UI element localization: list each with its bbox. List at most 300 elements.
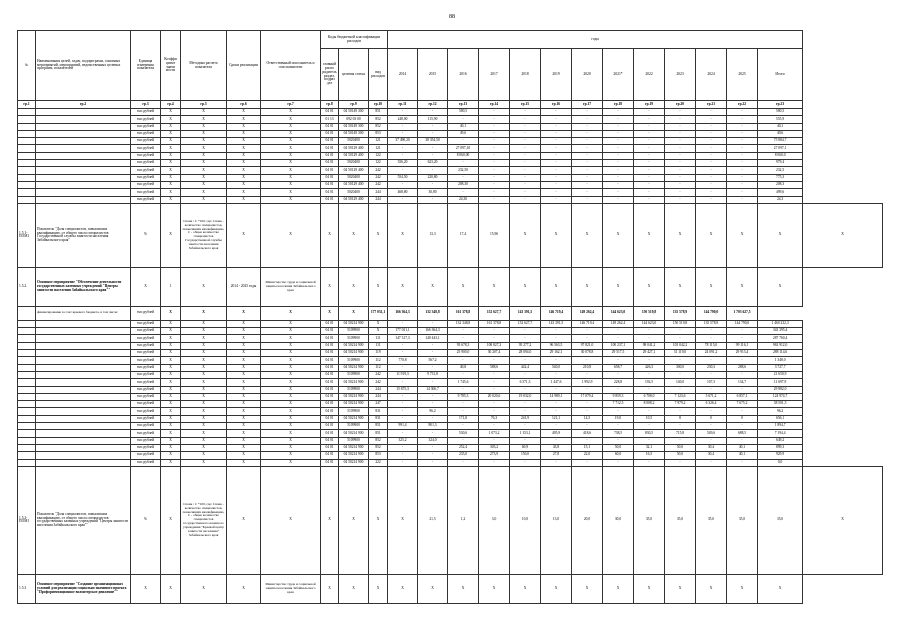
table-cell: X xyxy=(161,196,181,203)
table-cell: 5 671,2 xyxy=(696,393,727,400)
table-cell: X xyxy=(261,408,321,415)
table-cell: - xyxy=(388,167,418,174)
table-cell: 29 913,4 xyxy=(727,350,758,357)
table-cell: 60,9 xyxy=(510,444,541,451)
table-cell: X xyxy=(339,574,369,603)
row-no-cell xyxy=(18,174,36,181)
table-cell: тыс.рублей xyxy=(131,393,161,400)
table-cell: - xyxy=(510,174,541,181)
table-cell: 5109900 xyxy=(339,423,369,430)
column-number: гр.17 xyxy=(572,101,603,109)
table-cell: 247 xyxy=(369,401,388,408)
column-number: гр.23 xyxy=(758,101,803,109)
table-cell: - xyxy=(696,160,727,167)
header-bk-type: вид расходов xyxy=(369,49,388,101)
table-cell: 588,6 xyxy=(479,364,510,371)
header-year: 2017 xyxy=(479,49,510,101)
column-number: гр.15 xyxy=(510,101,541,109)
table-cell: - xyxy=(665,123,696,130)
table-cell: - xyxy=(572,189,603,196)
table-cell: - xyxy=(696,145,727,152)
table-cell: 152 627,7 xyxy=(479,306,510,320)
table-cell: тыс.рублей xyxy=(131,174,161,181)
table-cell: X xyxy=(261,181,321,188)
unit-cell: % xyxy=(131,466,161,574)
table-cell: X xyxy=(758,574,803,603)
table-cell: - xyxy=(388,130,418,137)
table-cell: - xyxy=(727,174,758,181)
row-name: финансирование за счет краевого бюджета, в том числе: xyxy=(36,306,131,320)
table-cell: 1,2 xyxy=(448,466,479,574)
table-cell: X xyxy=(227,423,261,430)
table-cell: 30 078,8 xyxy=(572,350,603,357)
column-number: гр.14 xyxy=(479,101,510,109)
table-cell: - xyxy=(388,320,418,327)
table-cell: - xyxy=(727,328,758,335)
table-cell: - xyxy=(448,423,479,430)
table-cell: - xyxy=(696,167,727,174)
table-cell: 150 519,8 xyxy=(634,306,665,320)
table-cell: 1 073,2 xyxy=(479,430,510,437)
table-cell: X xyxy=(369,267,388,306)
table-cell: 100 237,1 xyxy=(603,342,634,349)
table-cell: - xyxy=(572,357,603,364)
table-cell: тыс.рублей xyxy=(131,138,161,145)
table-cell: X xyxy=(227,181,261,188)
row-no-cell xyxy=(18,196,36,203)
table-cell: тыс.рублей xyxy=(131,437,161,444)
table-cell: 1 992,9 xyxy=(572,379,603,386)
table-cell: - xyxy=(418,393,448,400)
column-number: гр.13 xyxy=(448,101,479,109)
table-cell: 112 xyxy=(369,364,388,371)
table-cell: 14,5 xyxy=(572,415,603,422)
table-cell: 242 xyxy=(369,174,388,181)
table-cell: 146 719,4 xyxy=(572,320,603,327)
table-cell: - xyxy=(479,401,510,408)
table-cell: X xyxy=(227,138,261,145)
table-cell: 04 01 xyxy=(321,386,339,393)
table-cell: - xyxy=(634,167,665,174)
table-cell: X xyxy=(261,328,321,335)
table-cell: X xyxy=(161,138,181,145)
table-cell: 852 xyxy=(369,116,388,123)
table-cell: 30,4 xyxy=(696,444,727,451)
table-cell: 0,0 xyxy=(758,459,803,466)
table-cell: 38 501,5 xyxy=(758,401,803,408)
table-cell: X xyxy=(727,203,758,267)
table-cell: - xyxy=(479,357,510,364)
table-cell: X xyxy=(261,459,321,466)
table-cell: X xyxy=(369,574,388,603)
table-cell: 853 xyxy=(369,130,388,137)
row-number: 1.5.2- ПОМ1 xyxy=(18,466,36,574)
table-cell: X xyxy=(321,306,339,320)
table-cell: - xyxy=(727,138,758,145)
table-cell: 95 277,2 xyxy=(510,342,541,349)
table-cell: тыс.рублей xyxy=(131,401,161,408)
table-cell: - xyxy=(388,459,418,466)
table-cell: - xyxy=(665,423,696,430)
table-cell: - xyxy=(510,335,541,342)
header-year: 2025 xyxy=(727,49,758,101)
table-cell: 04 50214 900 xyxy=(339,350,369,357)
table-cell: - xyxy=(572,335,603,342)
table-cell: 107,3 xyxy=(696,379,727,386)
table-cell: X xyxy=(261,116,321,123)
table-cell: - xyxy=(727,152,758,159)
table-cell: - xyxy=(418,342,448,349)
table-cell: 135 578,9 xyxy=(665,306,696,320)
row-no-cell xyxy=(18,181,36,188)
header-total: Итого xyxy=(758,49,803,101)
table-cell: 549,6 xyxy=(696,430,727,437)
column-number: гр.4 xyxy=(161,101,181,109)
table-cell: X xyxy=(227,401,261,408)
table-cell: - xyxy=(727,181,758,188)
table-cell: 78 115,0 xyxy=(696,342,727,349)
table-cell: X xyxy=(227,357,261,364)
table-cell: 04 50129 400 xyxy=(339,196,369,203)
table-cell: - xyxy=(634,423,665,430)
table-cell: - xyxy=(634,181,665,188)
row-name-cell xyxy=(36,415,131,422)
table-row xyxy=(18,123,883,130)
table-cell: - xyxy=(603,138,634,145)
table-cell: - xyxy=(572,408,603,415)
table-cell: X xyxy=(227,393,261,400)
table-cell: - xyxy=(634,335,665,342)
table-cell: X xyxy=(227,145,261,152)
table-cell: X xyxy=(181,452,227,459)
table-cell: X xyxy=(803,203,883,267)
table-cell: - xyxy=(665,152,696,159)
column-numbers-row xyxy=(18,101,883,109)
table-cell: 122 xyxy=(369,160,388,167)
table-cell: - xyxy=(448,328,479,335)
row-name-cell xyxy=(36,357,131,364)
table-cell: тыс.рублей xyxy=(131,320,161,327)
table-cell: 7 712,5 xyxy=(603,401,634,408)
table-cell: 554,50 xyxy=(388,174,418,181)
table-row xyxy=(18,408,883,415)
table-cell: 103 042,2 xyxy=(665,342,696,349)
table-cell: X xyxy=(261,444,321,451)
table-cell: X xyxy=(161,181,181,188)
table-cell: 241,9 xyxy=(510,415,541,422)
table-cell: - xyxy=(510,408,541,415)
table-cell: X xyxy=(181,160,227,167)
table-cell: - xyxy=(510,116,541,123)
table-cell: - xyxy=(696,152,727,159)
table-cell: 121,1 xyxy=(541,415,572,422)
table-cell: 242 xyxy=(369,371,388,378)
table-cell: - xyxy=(727,423,758,430)
row-name-cell xyxy=(36,138,131,145)
table-cell: X xyxy=(181,152,227,159)
table-cell: 6 708,0 xyxy=(634,393,665,400)
table-cell: - xyxy=(727,357,758,364)
table-cell: X xyxy=(510,267,541,306)
table-cell: 426,3 xyxy=(634,364,665,371)
table-cell: 40,1 xyxy=(727,444,758,451)
row-name-cell xyxy=(36,167,131,174)
table-cell: X xyxy=(181,393,227,400)
row-no-cell xyxy=(18,328,36,335)
table-cell: 04 01 xyxy=(321,181,339,188)
table-cell: 04 50129 400 xyxy=(339,181,369,188)
table-cell: - xyxy=(603,386,634,393)
table-cell: - xyxy=(510,160,541,167)
table-cell: - xyxy=(541,386,572,393)
header-coef: Коэффи циент значи мости xyxy=(161,31,181,101)
table-row xyxy=(18,423,883,430)
table-cell: 17 079,4 xyxy=(572,393,603,400)
table-cell: - xyxy=(665,130,696,137)
table-cell: 04 01 xyxy=(321,350,339,357)
table-cell: - xyxy=(479,109,510,116)
header-no: № xyxy=(18,31,36,101)
table-cell: 5109900 xyxy=(339,371,369,378)
table-cell: X xyxy=(161,189,181,196)
table-cell: 5109900 xyxy=(339,335,369,342)
table-row xyxy=(18,138,883,145)
table-cell: 192,5 xyxy=(634,379,665,386)
coef-cell: X xyxy=(161,203,181,267)
table-cell: 567,2 xyxy=(418,357,448,364)
resp-cell: Министерство труда и социальной защиты населения Забайкальского края xyxy=(261,267,321,306)
table-cell: 6 857,1 xyxy=(727,393,758,400)
ind1-row xyxy=(18,203,883,267)
table-cell: - xyxy=(572,328,603,335)
row-name-cell xyxy=(36,116,131,123)
row-name-cell xyxy=(36,459,131,466)
table-cell: 04 01 xyxy=(321,335,339,342)
table-cell: 144 623,0 xyxy=(603,306,634,320)
table-cell: 343 395,4 xyxy=(758,328,803,335)
table-cell: - xyxy=(418,130,448,137)
table-cell: - xyxy=(418,109,448,116)
row-name-cell xyxy=(36,123,131,130)
column-number: гр.11 xyxy=(388,101,418,109)
table-cell: X xyxy=(181,386,227,393)
table-cell: X xyxy=(181,116,227,123)
row-number: 1.5.2. xyxy=(18,267,36,306)
table-cell: 853 xyxy=(369,452,388,459)
table-cell: 50,0 xyxy=(665,452,696,459)
header-bk-main: главный распо рядитель раздел, подраз дел xyxy=(321,49,339,101)
table-cell: 75 884,7 xyxy=(758,138,803,145)
table-cell: 04 01 xyxy=(321,138,339,145)
unit-cell: тыс.рублей xyxy=(131,306,161,320)
table-cell: 144 623,0 xyxy=(634,320,665,327)
evt2-row xyxy=(18,574,883,603)
table-cell: X xyxy=(758,203,803,267)
table-cell: 8 xyxy=(665,415,696,422)
table-cell: X xyxy=(227,109,261,116)
table-cell: 04 50214 900 xyxy=(339,459,369,466)
table-cell: - xyxy=(727,437,758,444)
column-number: гр.7 xyxy=(261,101,321,109)
table-cell: 04 01 xyxy=(321,328,339,335)
table-row xyxy=(18,328,883,335)
table-cell: 24 091,2 xyxy=(696,350,727,357)
table-cell: 30,0 xyxy=(603,466,634,574)
row-name-cell xyxy=(36,160,131,167)
table-cell: - xyxy=(727,335,758,342)
table-cell: 50,0 xyxy=(603,444,634,451)
table-cell: X xyxy=(321,267,339,306)
table-cell: - xyxy=(510,423,541,430)
table-cell: - xyxy=(665,138,696,145)
table-cell: 04 01 xyxy=(321,408,339,415)
table-cell: - xyxy=(727,123,758,130)
table-cell: - xyxy=(510,189,541,196)
table-cell: X xyxy=(227,350,261,357)
table-cell: X xyxy=(261,320,321,327)
table-cell: - xyxy=(665,386,696,393)
table-cell: - xyxy=(418,181,448,188)
table-cell: - xyxy=(510,196,541,203)
table-cell: 10,0 xyxy=(510,466,541,574)
table-cell: - xyxy=(634,138,665,145)
table-cell: 14 989,1 xyxy=(541,393,572,400)
table-cell: - xyxy=(603,109,634,116)
table-cell: 540,0 xyxy=(541,364,572,371)
table-cell: тыс.рублей xyxy=(131,181,161,188)
table-cell: - xyxy=(541,160,572,167)
table-cell: - xyxy=(634,130,665,137)
table-cell: 96,2 xyxy=(758,408,803,415)
table-cell: - xyxy=(727,371,758,378)
table-cell: 20 020,6 xyxy=(479,393,510,400)
table-cell: 831 xyxy=(369,408,388,415)
program-table xyxy=(17,30,883,604)
table-cell: X xyxy=(261,335,321,342)
table-cell: 147 317,3 xyxy=(388,335,418,342)
table-cell: X xyxy=(181,189,227,196)
table-cell: 8 008,2 xyxy=(634,401,665,408)
table-cell: 93 678,3 xyxy=(448,342,479,349)
row-name-cell xyxy=(36,335,131,342)
table-cell: 273,9 xyxy=(479,452,510,459)
table-cell: - xyxy=(448,386,479,393)
table-cell: - xyxy=(572,174,603,181)
row-name-cell xyxy=(36,408,131,415)
page-number: 88 xyxy=(449,14,455,20)
table-row xyxy=(18,459,883,466)
table-cell: X xyxy=(261,123,321,130)
table-cell: 25 900,0 xyxy=(448,350,479,357)
table-cell: 04 50129 400 xyxy=(339,167,369,174)
table-cell: X xyxy=(665,203,696,267)
table-cell: - xyxy=(541,408,572,415)
table-cell: 9 785,3 xyxy=(448,393,479,400)
table-cell: 22,0 xyxy=(572,452,603,459)
table-cell: 17,4 xyxy=(448,203,479,267)
table-row xyxy=(18,437,883,444)
table-cell: - xyxy=(388,123,418,130)
table-cell: - xyxy=(634,189,665,196)
table-cell: 991,4 xyxy=(388,423,418,430)
table-cell: X xyxy=(181,415,227,422)
table-cell: X xyxy=(227,328,261,335)
table-cell: - xyxy=(510,371,541,378)
table-cell: 5109900 xyxy=(339,437,369,444)
row-name: Основное мероприятие "Обеспечение деятельности государственных казенных учреждений "Центры занятости населения Забайкальского края"" xyxy=(36,267,131,306)
table-cell: - xyxy=(727,386,758,393)
table-cell: - xyxy=(665,174,696,181)
table-cell: 715,8 xyxy=(665,430,696,437)
table-cell: - xyxy=(665,189,696,196)
table-cell: - xyxy=(510,181,541,188)
row-name: Показатель "Доля специалистов, повысивших квалификацию, от общего числа специалистов Государственной службы занятости населения Забайкальского края" xyxy=(36,203,131,267)
table-cell: 121 xyxy=(369,138,388,145)
header-bk-target: целевая статья xyxy=(339,49,369,101)
table-cell: - xyxy=(603,437,634,444)
table-cell: 0 xyxy=(696,415,727,422)
table-cell: 5020400 xyxy=(339,174,369,181)
table-cell: - xyxy=(572,386,603,393)
table-cell: - xyxy=(479,379,510,386)
table-cell: - xyxy=(448,371,479,378)
table-cell: 04 50214 900 xyxy=(339,364,369,371)
row-no-cell xyxy=(18,306,36,320)
table-cell: 300,0 xyxy=(665,364,696,371)
table-cell: тыс.рублей xyxy=(131,386,161,393)
table-cell: 580,5 xyxy=(448,109,479,116)
method-cell: X xyxy=(181,574,227,603)
table-cell: X xyxy=(181,328,227,335)
header-year: 2015 xyxy=(418,49,448,101)
table-cell: - xyxy=(448,408,479,415)
table-cell: X xyxy=(696,574,727,603)
row-no-cell xyxy=(18,415,36,422)
row-no-cell xyxy=(18,189,36,196)
table-cell: X xyxy=(181,379,227,386)
row-name-cell xyxy=(36,181,131,188)
table-cell: 04 01 xyxy=(321,444,339,451)
table-cell: - xyxy=(448,459,479,466)
table-cell: X xyxy=(369,320,388,327)
table-cell: X xyxy=(321,466,339,574)
table-cell: X xyxy=(369,328,388,335)
table-cell: X xyxy=(510,203,541,267)
table-cell: 658,7 xyxy=(603,364,634,371)
table-cell: - xyxy=(510,386,541,393)
table-cell: - xyxy=(448,357,479,364)
table-cell: - xyxy=(479,386,510,393)
table-cell: тыс.рублей xyxy=(131,109,161,116)
table-cell: 244 xyxy=(369,196,388,203)
table-cell: 244 xyxy=(369,189,388,196)
row-name-cell xyxy=(36,174,131,181)
table-cell: 01 13 xyxy=(321,116,339,123)
row-no-cell xyxy=(18,116,36,123)
table-cell: X xyxy=(261,452,321,459)
table-cell: - xyxy=(572,116,603,123)
table-cell: 98 041,2 xyxy=(634,342,665,349)
row-no-cell xyxy=(18,386,36,393)
header-year: 2021* xyxy=(603,49,634,101)
table-cell: X xyxy=(261,357,321,364)
table-cell: 150 519,8 xyxy=(665,320,696,327)
table-cell: - xyxy=(634,371,665,378)
table-cell: X xyxy=(227,123,261,130)
table-cell: тыс.рублей xyxy=(131,328,161,335)
table-cell: - xyxy=(388,430,418,437)
table-cell: - xyxy=(541,145,572,152)
